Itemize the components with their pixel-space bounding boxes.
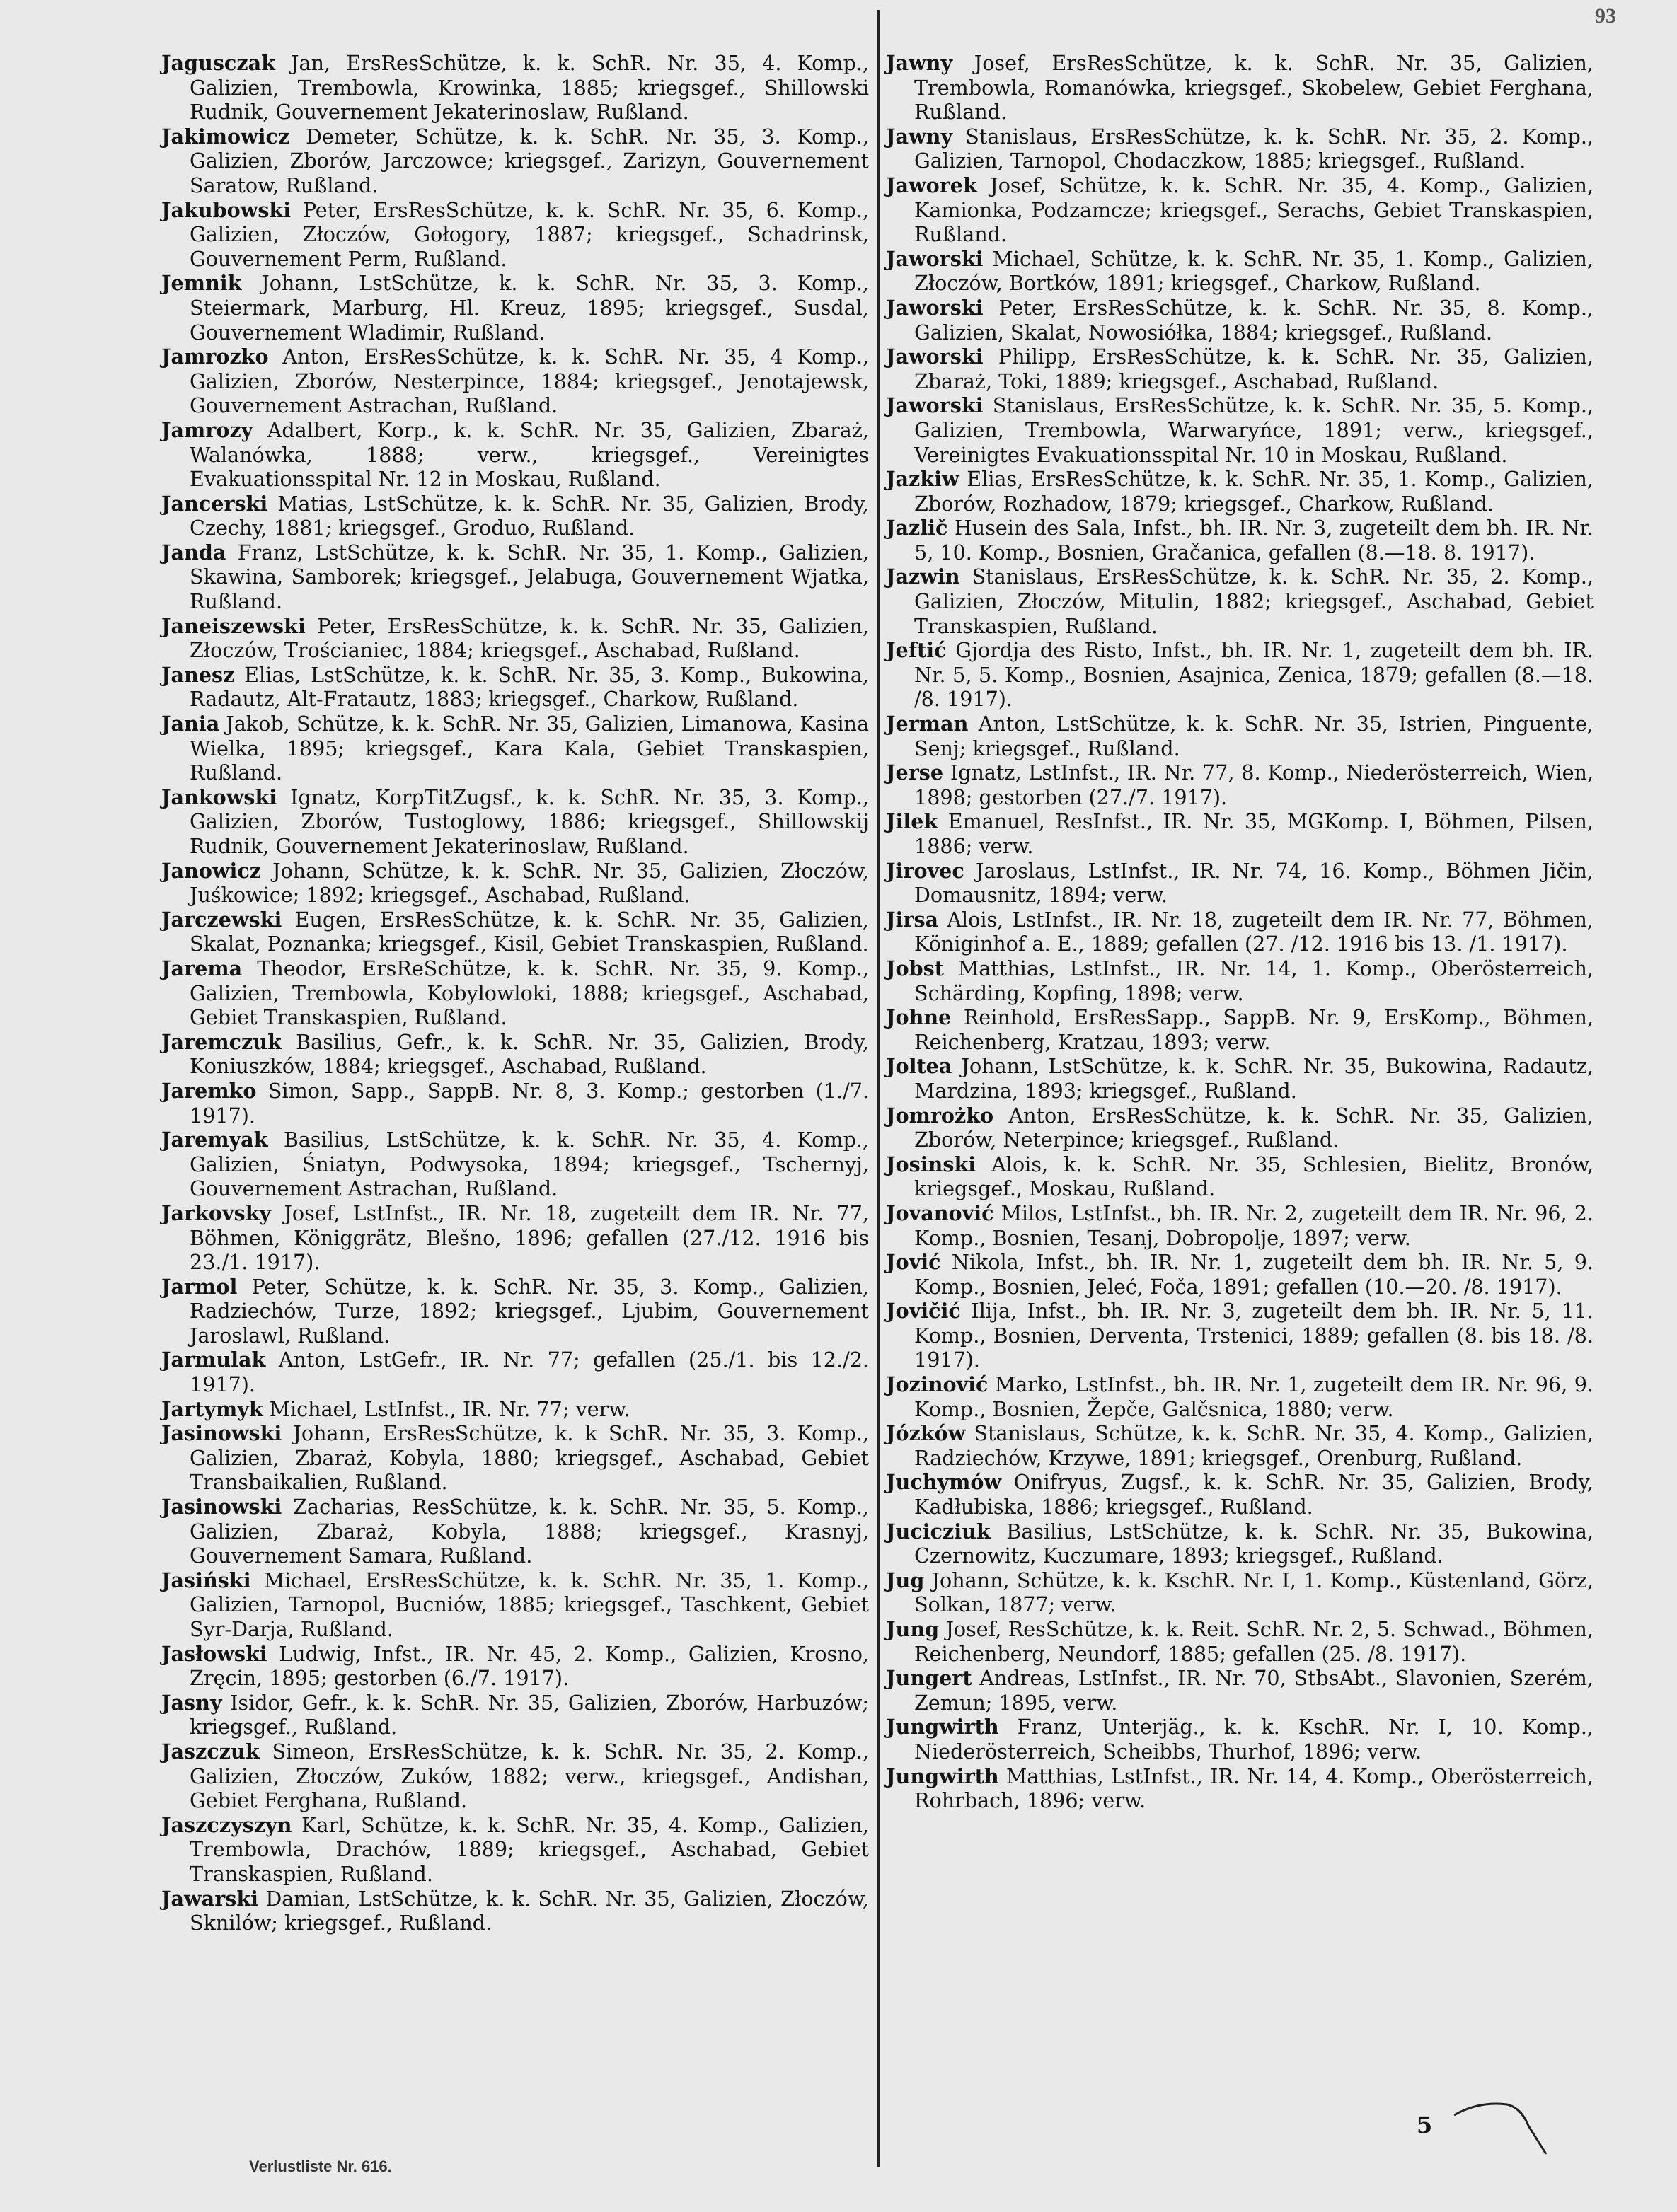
entry-details: Reinhold, ErsResSapp., SappB. Nr. 9, ErsKomp., Böhmen, Reichenberg, Kratzau, 1893; verw. [914, 1005, 1594, 1054]
entry-details: Theodor, ErsReSchütze, k. k. SchR. Nr. 35, 9. Komp., Galizien, Trembowla, Kobylowloki, 1888; kriegsgef., Aschabad, Gebiet Transkaspien, Rußland. [190, 956, 869, 1030]
list-entry [161, 540, 869, 614]
list-entry [886, 1005, 1594, 1054]
list-entry [886, 1666, 1594, 1715]
entry-details: Michael, Schütze, k. k. SchR. Nr. 35, 1. Komp., Galizien, Złoczów, Bortków, 1891; kriegsgef., Charkow, Rußland. [914, 246, 1594, 296]
entry-details: Johann, Schütze, k. k. SchR. Nr. 35, Galizien, Złoczów, Juśkowice; 1892; kriegsgef., Aschabad, Rußland. [190, 858, 869, 908]
entry-details: Ignatz, LstInfst., IR. Nr. 77, 8. Komp., Niederösterreich, Wien, 1898; gestorben (27./7. 1917). [914, 760, 1594, 809]
entry-details: Johann, Schütze, k. k. KschR. Nr. I, 1. Komp., Küstenland, Görz, Solkan, 1877; verw. [914, 1568, 1594, 1617]
entry-details: Alois, LstInfst., IR. Nr. 18, zugeteilt dem IR. Nr. 77, Böhmen, Königinhof a. E., 1889; gefallen (27. /12. 1916 bis 13. /1. 1917). [914, 907, 1594, 956]
list-entry [886, 125, 1594, 173]
entry-surname: Jarmol [161, 1274, 238, 1299]
entry-surname: Joltea [886, 1054, 952, 1079]
list-entry [886, 173, 1594, 247]
list-entry [886, 1568, 1594, 1617]
list-entry [161, 956, 869, 1030]
entry-surname: Jovičić [886, 1299, 961, 1324]
entry-surname: Jaworski [886, 295, 984, 320]
list-entry [886, 809, 1594, 858]
entry-details: Stanislaus, ErsResSchütze, k. k. SchR. Nr. 35, 2. Komp., Galizien, Tarnopol, Chodaczkow, 1885; kriegsgef., Rußland. [914, 124, 1594, 173]
list-entry [161, 1397, 869, 1422]
list-entry [161, 663, 869, 712]
entry-details: Isidor, Gefr., k. k. SchR. Nr. 35, Galizien, Zborów, Harbuzów; kriegsgef., Rußland. [190, 1690, 869, 1739]
list-entry [161, 1421, 869, 1495]
entry-surname: Jazkiw [886, 467, 959, 492]
right-column [886, 51, 1594, 1813]
list-entry [886, 1250, 1594, 1299]
list-entry [161, 492, 869, 540]
entry-surname: Jaworski [886, 344, 984, 369]
entry-details: Stanislaus, ErsResSchütze, k. k. SchR. Nr. 35, 2. Komp., Galizien, Złoczów, Mitulin, 1882; kriegsgef., Aschabad, Gebiet Transkaspien, Rußland. [914, 564, 1594, 638]
entry-surname: Jobst [886, 956, 944, 980]
entry-details: Peter, Schütze, k. k. SchR. Nr. 35, 3. Komp., Galizien, Radziechów, Turze, 1892; kriegsgef., Ljubim, Gouvernement Jaroslawl, Rußland. [190, 1274, 869, 1348]
entry-surname: Jaszczyszyn [161, 1812, 292, 1837]
list-entry [161, 908, 869, 956]
list-entry [886, 247, 1594, 296]
entry-surname: Jakubowski [161, 197, 292, 222]
list-entry [886, 51, 1594, 125]
entry-surname: Jazlič [886, 516, 948, 540]
entry-surname: Jania [161, 712, 220, 736]
entry-surname: Jaworski [886, 393, 984, 418]
entry-details: Johann, LstSchütze, k. k. SchR. Nr. 35, Bukowina, Radautz, Mardzina, 1893; kriegsgef., Rußland. [914, 1054, 1594, 1103]
entry-details: Emanuel, ResInfst., IR. Nr. 35, MGKomp. I, Böhmen, Pilsen, 1886; verw. [914, 809, 1594, 858]
entry-details: Josef, LstInfst., IR. Nr. 18, zugeteilt dem IR. Nr. 77, Böhmen, Königgrätz, Blešno, 1896; gefallen (27./12. 1916 bis 23./1. 1917). [190, 1200, 869, 1275]
entry-surname: Jazwin [886, 564, 960, 589]
list-entry [886, 1617, 1594, 1666]
entry-details: Anton, LstGefr., IR. Nr. 77; gefallen (25./1. bis 12./2. 1917). [190, 1348, 869, 1397]
entry-details: Andreas, LstInfst., IR. Nr. 70, StbsAbt., Slavonien, Szerém, Zemun; 1895, verw. [914, 1666, 1594, 1715]
entry-details: Michael, ErsResSchütze, k. k. SchR. Nr. 35, 1. Komp., Galizien, Tarnopol, Bucniów, 1885; kriegsgef., Taschkent, Gebiet Syr-Darja, Rußland. [190, 1568, 869, 1641]
entry-details: Anton, LstSchütze, k. k. SchR. Nr. 35, Istrien, Pinguente, Senj; kriegsgef., Rußland. [914, 712, 1594, 760]
list-entry [886, 564, 1594, 638]
entry-surname: Jarkovsky [161, 1200, 272, 1225]
entry-details: Demeter, Schütze, k. k. SchR. Nr. 35, 3. Komp., Galizien, Zborów, Jarczowce; kriegsgef., Zarizyn, Gouvernement Saratow, Rußland. [190, 124, 869, 197]
list-entry [161, 1030, 869, 1079]
entry-surname: Jakimowicz [161, 124, 290, 149]
entry-details: Stanislaus, ErsResSchütze, k. k. SchR. Nr. 35, 5. Komp., Galizien, Trembowla, Warwaryńce, 1891; verw., kriegsgef., Vereinigtes Evakuationsspital Nr. 10 in Moskau, Rußland. [914, 393, 1594, 467]
entry-surname: Jasinowski [161, 1421, 282, 1446]
list-entry [161, 1079, 869, 1128]
entry-details: Michael, LstInfst., IR. Nr. 77; verw. [263, 1396, 630, 1421]
list-entry [886, 1299, 1594, 1372]
entry-surname: Jomrożko [886, 1103, 994, 1128]
entry-surname: Jović [886, 1250, 941, 1275]
entry-surname: Jarema [161, 956, 243, 980]
entry-details: Peter, ErsResSchütze, k. k. SchR. Nr. 35, 8. Komp., Galizien, Skalat, Nowosiółka, 1884; kriegsgef., Rußland. [914, 295, 1594, 344]
entry-details: Nikola, Infst., bh. IR. Nr. 1, zugeteilt dem bh. IR. Nr. 5, 9. Komp., Bosnien, Jeleć, Foča, 1891; gefallen (10.—20. /8. 1917). [914, 1250, 1594, 1299]
entry-details: Karl, Schütze, k. k. SchR. Nr. 35, 4. Komp., Galizien, Trembowla, Drachów, 1889; kriegsgef., Aschabad, Gebiet Transkaspien, Rußland. [190, 1812, 869, 1886]
entry-surname: Jasny [161, 1690, 222, 1715]
list-entry [886, 393, 1594, 467]
entry-surname: Jarczewski [161, 907, 282, 932]
entry-surname: Jancerski [161, 491, 268, 516]
entry-surname: Jarmulak [161, 1348, 266, 1372]
entry-surname: Jankowski [161, 784, 277, 809]
entry-surname: Jawny [886, 124, 953, 149]
list-entry [886, 712, 1594, 760]
pencil-mark [1451, 2087, 1557, 2165]
list-entry [886, 1201, 1594, 1250]
entry-surname: Józków [886, 1421, 966, 1446]
list-entry [886, 516, 1594, 564]
entry-surname: Jaremyak [161, 1128, 268, 1152]
entry-surname: Jovanović [886, 1200, 994, 1225]
list-entry [161, 1739, 869, 1813]
entry-surname: Jungwirth [886, 1715, 999, 1739]
list-entry [886, 1519, 1594, 1568]
list-entry [161, 1568, 869, 1642]
list-entry [886, 1764, 1594, 1813]
entry-details: Simon, Sapp., SappB. Nr. 8, 3. Komp.; gestorben (1./7. 1917). [190, 1078, 869, 1128]
entry-surname: Janda [161, 540, 226, 564]
footer-list-number: Verlustliste Nr. 616. [249, 2158, 392, 2175]
entry-details: Matias, LstSchütze, k. k. SchR. Nr. 35, Galizien, Brody, Czechy, 1881; kriegsgef., Groduo, Rußland. [190, 491, 869, 540]
entry-details: Basilius, LstSchütze, k. k. SchR. Nr. 35, Bukowina, Czernowitz, Kuczumare, 1893; kriegsgef., Rußland. [914, 1519, 1594, 1568]
list-entry [161, 1813, 869, 1887]
entry-surname: Jilek [886, 809, 938, 834]
entry-details: Jaroslaus, LstInfst., IR. Nr. 74, 16. Komp., Böhmen Jičin, Domausnitz, 1894; verw. [914, 858, 1594, 908]
entry-surname: Jasłowski [161, 1641, 267, 1666]
list-entry [886, 956, 1594, 1005]
entry-details: Damian, LstSchütze, k. k. SchR. Nr. 35, Galizien, Złoczów, Sknilów; kriegsgef., Rußland. [190, 1886, 869, 1935]
entry-details: Basilius, LstSchütze, k. k. SchR. Nr. 35, 4. Komp., Galizien, Śniatyn, Podwysoka, 1894; kriegsgef., Tschernyj, Gouvernement Astrachan, Rußland. [190, 1128, 869, 1201]
entry-surname: Jirovec [886, 858, 964, 883]
entry-surname: Jawarski [161, 1886, 259, 1911]
list-entry [886, 1421, 1594, 1470]
entry-surname: Jaremko [161, 1078, 257, 1103]
entry-surname: Jemnik [161, 271, 242, 296]
list-entry [886, 859, 1594, 908]
entry-details: Jakob, Schütze, k. k. SchR. Nr. 35, Galizien, Limanowa, Kasina Wielka, 1895; kriegsgef., Kara Kala, Gebiet Transkaspien, Rußland. [190, 712, 869, 785]
list-entry [161, 418, 869, 492]
entry-details: Anton, ErsResSchütze, k. k. SchR. Nr. 35, Galizien, Zborów, Neterpince; kriegsgef., Rußland. [914, 1103, 1594, 1152]
entry-details: Basilius, Gefr., k. k. SchR. Nr. 35, Galizien, Brody, Koniuszków, 1884; kriegsgef., Aschabad, Rußland. [190, 1029, 869, 1079]
entry-details: Matthias, LstInfst., IR. Nr. 14, 1. Komp., Oberösterreich, Schärding, Kopfing, 1898; verw. [914, 956, 1594, 1005]
list-entry [886, 296, 1594, 344]
entry-details: Adalbert, Korp., k. k. SchR. Nr. 35, Galizien, Zbaraż, Walanówka, 1888; verw., kriegsgef., Vereinigtes Evakuationsspital Nr. 12 in Moskau, Rußland. [190, 417, 869, 492]
entry-surname: Jucicziuk [886, 1519, 991, 1544]
list-entry [161, 1128, 869, 1201]
entry-surname: Jamrozy [161, 417, 253, 442]
list-entry [161, 1691, 869, 1739]
left-column [161, 51, 869, 1935]
entry-surname: Jerman [886, 712, 969, 736]
entry-surname: Jawny [886, 51, 953, 75]
list-entry [161, 1348, 869, 1396]
entry-details: Marko, LstInfst., bh. IR. Nr. 1, zugeteilt dem IR. Nr. 96, 9. Komp., Bosnien, Žepče, Galčsnica, 1880; verw. [914, 1372, 1594, 1421]
entry-details: Josef, Schütze, k. k. SchR. Nr. 35, 4. Komp., Galizien, Kamionka, Podzamcze; kriegsgef., Serachs, Gebiet Transkaspien, Rußland. [914, 173, 1594, 247]
entry-details: Johann, ErsResSchütze, k. k SchR. Nr. 35, 3. Komp., Galizien, Zbaraż, Kobyla, 1880; kriegsgef., Aschabad, Gebiet Transbaikalien, Rußland. [190, 1421, 869, 1495]
entry-details: Franz, Unterjäg., k. k. KschR. Nr. I, 10. Komp., Niederösterreich, Scheibbs, Thurhof, 1896; verw. [914, 1715, 1594, 1764]
entry-details: Jan, ErsResSchütze, k. k. SchR. Nr. 35, 4. Komp., Galizien, Trembowla, Krowinka, 1885; kriegsgef., Shillowski Rudnik, Gouvernement Jekaterinoslaw, Rußland. [190, 51, 869, 125]
list-entry [161, 1201, 869, 1275]
page-number: 93 [1595, 4, 1616, 28]
list-entry [161, 1642, 869, 1691]
entry-details: Josef, ResSchütze, k. k. Reit. SchR. Nr. 2, 5. Schwad., Böhmen, Reichenberg, Neundorf, 1885; gefallen (25. /8. 1917). [914, 1617, 1594, 1666]
list-entry [886, 1054, 1594, 1103]
entry-details: Elias, ErsResSchütze, k. k. SchR. Nr. 35, 1. Komp., Galizien, Zborów, Rozhadow, 1879; kriegsgef., Charkow, Rußland. [914, 467, 1594, 516]
list-entry [886, 908, 1594, 956]
entry-surname: Jamrozko [161, 344, 269, 369]
entry-details: Anton, ErsResSchütze, k. k. SchR. Nr. 35, 4 Komp., Galizien, Zborów, Nesterpince, 1884; kriegsgef., Jenotajewsk, Gouvernement Astrachan, Rußland. [190, 344, 869, 418]
list-entry [161, 1275, 869, 1348]
entry-details: Peter, ErsResSchütze, k. k. SchR. Nr. 35, 6. Komp., Galizien, Złoczów, Gołogory, 1887; kriegsgef., Schadrinsk, Gouvernement Perm, Rußland. [190, 197, 869, 271]
list-entry [886, 1470, 1594, 1519]
entry-details: Eugen, ErsResSchütze, k. k. SchR. Nr. 35, Galizien, Skalat, Poznanka; kriegsgef., Kisil, Gebiet Transkaspien, Rußland. [190, 907, 869, 956]
list-entry [161, 51, 869, 125]
entry-details: Johann, LstSchütze, k. k. SchR. Nr. 35, 3. Komp., Steiermark, Marburg, Hl. Kreuz, 1895; kriegsgef., Susdal, Gouvernement Wladimir, Rußland. [190, 271, 869, 344]
entry-surname: Jirsa [886, 907, 939, 932]
entry-surname: Jung [886, 1617, 940, 1641]
entry-surname: Jaworski [886, 246, 984, 271]
list-entry [161, 198, 869, 272]
list-entry [161, 712, 869, 785]
sheet-number: 5 [1417, 2112, 1433, 2138]
entry-surname: Jug [886, 1568, 925, 1592]
list-entry [886, 760, 1594, 809]
entry-details: Milos, LstInfst., bh. IR. Nr. 2, zugeteilt dem IR. Nr. 96, 2. Komp., Bosnien, Tesanj, Dobropolje, 1897; verw. [914, 1200, 1594, 1250]
list-entry [886, 638, 1594, 712]
list-entry [161, 271, 869, 344]
entry-details: Gjordja des Risto, Infst., bh. IR. Nr. 1, zugeteilt dem bh. IR. Nr. 5, 5. Komp., Bosnien, Asajnica, Zenica, 1879; gefallen (8.—18. /8. 1917). [914, 638, 1594, 712]
entry-details: Matthias, LstInfst., IR. Nr. 14, 4. Komp., Oberösterreich, Rohrbach, 1896; verw. [914, 1764, 1594, 1813]
entry-surname: Jaszczuk [161, 1739, 260, 1764]
entry-surname: Jungwirth [886, 1764, 999, 1788]
entry-surname: Jagusczak [161, 51, 275, 75]
list-entry [886, 1152, 1594, 1201]
list-entry [161, 1887, 869, 1935]
entry-details: Stanislaus, Schütze, k. k. SchR. Nr. 35, 4. Komp., Galizien, Radziechów, Krzywe, 1891; kriegsgef., Orenburg, Rußland. [914, 1421, 1594, 1470]
entry-details: Elias, LstSchütze, k. k. SchR. Nr. 35, 3. Komp., Bukowina, Radautz, Alt-Fratautz, 1883; kriegsgef., Charkow, Rußland. [190, 662, 869, 712]
entry-surname: Janowicz [161, 858, 262, 883]
list-entry [886, 1104, 1594, 1152]
entry-surname: Jeftić [886, 638, 947, 663]
entry-details: Alois, k. k. SchR. Nr. 35, Schlesien, Bielitz, Bronów, kriegsgef., Moskau, Rußland. [914, 1152, 1594, 1201]
entry-surname: Janesz [161, 662, 235, 687]
entry-surname: Jasinowski [161, 1495, 282, 1519]
list-entry [161, 785, 869, 859]
list-entry [161, 614, 869, 663]
list-entry [886, 1715, 1594, 1764]
entry-details: Husein des Sala, Infst., bh. IR. Nr. 3, zugeteilt dem bh. IR. Nr. 5, 10. Komp., Bosnien, Gračanica, gefallen (8.—18. 8. 1917). [914, 516, 1594, 564]
entry-surname: Jaworek [886, 173, 977, 197]
entry-surname: Johne [886, 1005, 952, 1030]
list-entry [886, 344, 1594, 393]
entry-surname: Jaremczuk [161, 1029, 282, 1054]
entry-details: Franz, LstSchütze, k. k. SchR. Nr. 35, 1. Komp., Galizien, Skawina, Samborek; kriegsgef., Jelabuga, Gouvernement Wjatka, Rußland. [190, 540, 869, 614]
list-entry [161, 859, 869, 908]
entry-details: Ignatz, KorpTitZugsf., k. k. SchR. Nr. 35, 3. Komp., Galizien, Zborów, Tustoglowy, 1886; kriegsgef., Shillowskij Rudnik, Gouvernement Jekaterinoslaw, Rußland. [190, 784, 869, 858]
entry-surname: Juchymów [886, 1470, 1002, 1495]
entry-details: Zacharias, ResSchütze, k. k. SchR. Nr. 35, 5. Komp., Galizien, Zbaraż, Kobyla, 1888; kriegsgef., Krasnyj, Gouvernement Samara, Rußland. [190, 1495, 869, 1568]
entry-details: Peter, ErsResSchütze, k. k. SchR. Nr. 35, Galizien, Złoczów, Trościaniec, 1884; kriegsgef., Aschabad, Rußland. [190, 613, 869, 663]
entry-details: Ludwig, Infst., IR. Nr. 45, 2. Komp., Galizien, Krosno, Zręcin, 1895; gestorben (6./7. 1917). [190, 1641, 869, 1691]
list-entry [161, 344, 869, 418]
entry-details: Josef, ErsResSchütze, k. k. SchR. Nr. 35, Galizien, Trembowla, Romanówka, kriegsgef., Skobelew, Gebiet Ferghana, Rußland. [914, 51, 1594, 125]
entry-surname: Jozinović [886, 1372, 989, 1397]
entry-surname: Jartymyk [161, 1396, 263, 1421]
entry-details: Simeon, ErsResSchütze, k. k. SchR. Nr. 35, 2. Komp., Galizien, Złoczów, Zuków, 1882; verw., kriegsgef., Andishan, Gebiet Ferghana, Rußland. [190, 1739, 869, 1813]
list-entry [161, 1495, 869, 1568]
list-entry [886, 1372, 1594, 1421]
column-divider [877, 10, 880, 2167]
entry-surname: Jungert [886, 1666, 972, 1691]
list-entry [886, 467, 1594, 516]
list-entry [161, 125, 869, 198]
entry-surname: Josinski [886, 1152, 976, 1176]
entry-details: Ilija, Infst., bh. IR. Nr. 3, zugeteilt dem bh. IR. Nr. 5, 11. Komp., Bosnien, Derventa, Trstenici, 1889; gefallen (8. bis 18. /8. 1917). [914, 1299, 1594, 1372]
entry-surname: Janeiszewski [161, 613, 306, 638]
entry-details: Philipp, ErsResSchütze, k. k. SchR. Nr. 35, Galizien, Zbaraż, Toki, 1889; kriegsgef., Aschabad, Rußland. [914, 344, 1594, 393]
entry-surname: Jasiński [161, 1568, 251, 1592]
entry-details: Onifryus, Zugsf., k. k. SchR. Nr. 35, Galizien, Brody, Kadłubiska, 1886; kriegsgef., Rußland. [914, 1470, 1594, 1519]
entry-surname: Jerse [886, 760, 944, 785]
